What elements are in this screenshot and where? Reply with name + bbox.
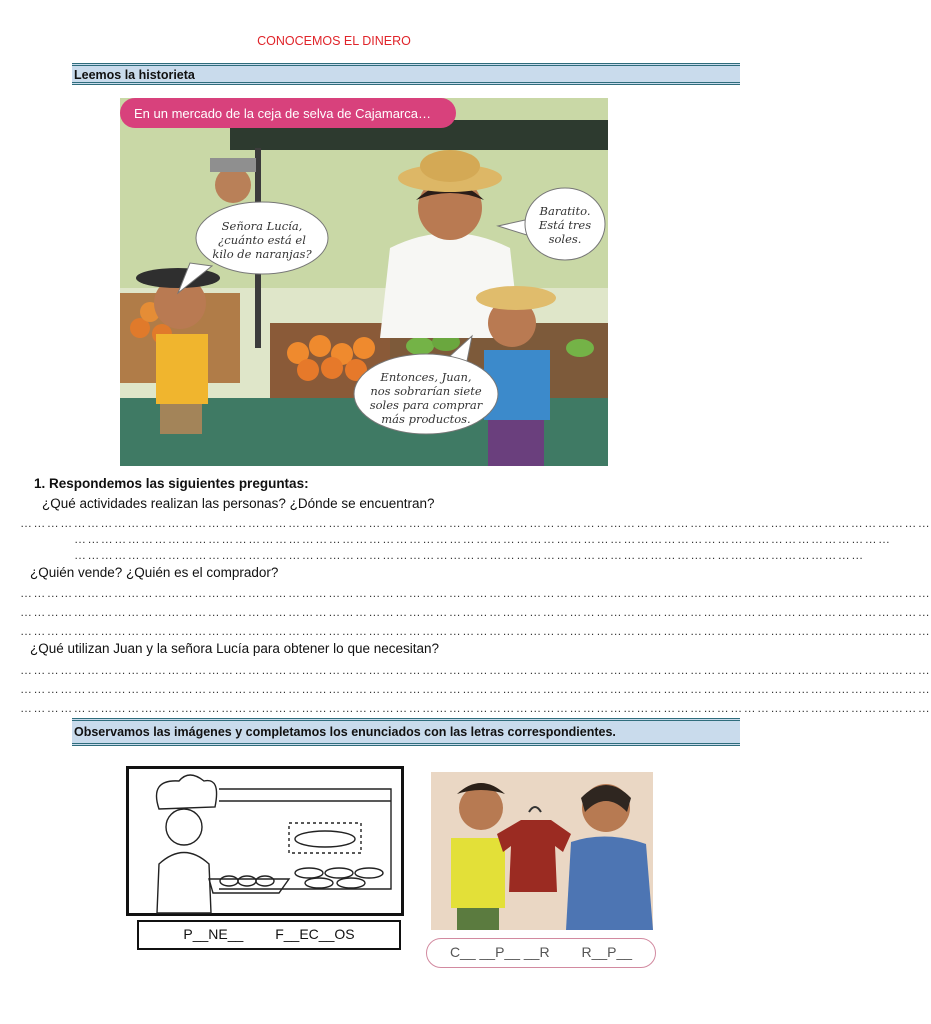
bubble-lucia-line1: Baratito. bbox=[539, 204, 591, 218]
question-1: ¿Qué actividades realizan las personas? ¿Dónde se encuentran? bbox=[42, 496, 435, 511]
bubble-girl-line3: soles para comprar bbox=[369, 398, 483, 412]
bubble-juan-line2: ¿cuánto está el bbox=[218, 233, 306, 247]
market-scene bbox=[120, 98, 608, 466]
section-header-story-label: Leemos la historieta bbox=[74, 68, 195, 82]
document-title: CONOCEMOS EL DINERO bbox=[257, 34, 411, 48]
answer-line[interactable]: …………………………………………………………………………………………………………………………………………………………………………………… bbox=[20, 624, 931, 638]
shop-word-1: C__ __P__ __R bbox=[449, 944, 550, 960]
questions-heading: 1. Respondemos las siguientes preguntas: bbox=[34, 476, 309, 491]
bubble-girl-line2: nos sobrarían siete bbox=[370, 384, 482, 398]
clothing-shop-image bbox=[431, 772, 653, 930]
answer-line[interactable]: …………………………………………………………………………………………………………………………………………………………… bbox=[74, 548, 865, 562]
answer-line[interactable]: …………………………………………………………………………………………………………………………………………………………………………………… bbox=[20, 516, 931, 530]
answer-line[interactable]: …………………………………………………………………………………………………………………………………………………………………………………… bbox=[20, 701, 931, 715]
baker-word-1: P__NE__ bbox=[183, 926, 244, 942]
section-header-story bbox=[72, 63, 740, 85]
bubble-lucia-line2: Está tres bbox=[538, 218, 592, 232]
bubble-juan-line3: kilo de naranjas? bbox=[212, 247, 312, 261]
answer-line[interactable]: ………………………………………………………………………………………………………………………………………………………………… bbox=[74, 532, 892, 546]
baker-word-2: F__EC__OS bbox=[275, 926, 355, 942]
market-comic-illustration bbox=[120, 98, 608, 466]
shop-word-2: R__P__ bbox=[581, 944, 633, 960]
question-2: ¿Quién vende? ¿Quién es el comprador? bbox=[30, 565, 279, 580]
bubble-lucia-line3: soles. bbox=[548, 232, 582, 246]
bubble-girl-line4: más productos. bbox=[381, 412, 471, 426]
section-header-images-label: Observamos las imágenes y completamos los enunciados con las letras correspondientes. bbox=[74, 725, 616, 739]
section-header-images bbox=[72, 718, 740, 746]
question-3: ¿Qué utilizan Juan y la señora Lucía para obtener lo que necesitan? bbox=[30, 641, 440, 656]
answer-line[interactable]: …………………………………………………………………………………………………………………………………………………………………………………… bbox=[20, 682, 931, 696]
bubble-juan-line1: Señora Lucía, bbox=[221, 219, 303, 233]
answer-line[interactable]: …………………………………………………………………………………………………………………………………………………………………………………… bbox=[20, 605, 931, 619]
buying-shirt-scene bbox=[431, 772, 653, 930]
baker-fill-in-box[interactable] bbox=[137, 920, 401, 950]
shop-fill-in-box[interactable] bbox=[426, 938, 656, 968]
answer-line[interactable]: …………………………………………………………………………………………………………………………………………………………………………………… bbox=[20, 586, 931, 600]
answer-line[interactable]: …………………………………………………………………………………………………………………………………………………………………………………… bbox=[20, 663, 931, 677]
baker-image bbox=[126, 766, 404, 916]
bakery-line-drawing bbox=[129, 769, 401, 913]
bubble-girl-line1: Entonces, Juan, bbox=[380, 370, 472, 384]
story-caption: En un mercado de la ceja de selva de Cajamarca… bbox=[134, 106, 431, 121]
